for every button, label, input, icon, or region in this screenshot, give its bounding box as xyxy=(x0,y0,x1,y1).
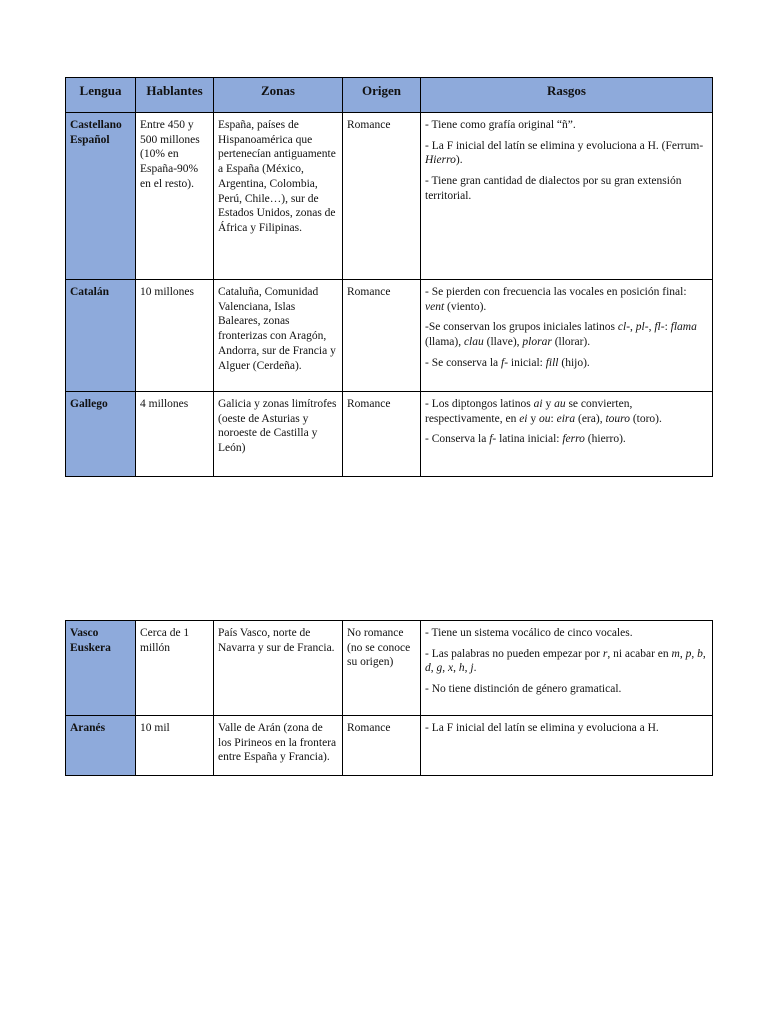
rasgo-italic-term: f- xyxy=(489,433,497,446)
rasgo-text: , xyxy=(430,662,437,675)
hablantes-cell: 4 millones xyxy=(136,392,214,477)
hablantes-cell: Entre 450 y 500 millones (10% en España-90% en el resto). xyxy=(136,113,214,280)
origen-cell: Romance xyxy=(343,280,421,392)
zonas-cell: Valle de Arán (zona de los Pirineos en la frontera entre España y Francia). xyxy=(214,716,343,776)
rasgo-item xyxy=(425,626,708,641)
header-hablantes: Hablantes xyxy=(136,78,214,113)
table-row xyxy=(66,716,713,776)
rasgo-text: (era), xyxy=(575,412,606,425)
rasgo-italic-term: ferro xyxy=(562,433,585,446)
rasgo-italic-term: plorar xyxy=(522,336,552,349)
origen-cell: Romance xyxy=(343,716,421,776)
header-origen: Origen xyxy=(343,78,421,113)
rasgo-item xyxy=(425,356,708,371)
rasgos-cell xyxy=(421,716,713,776)
rasgo-italic-term: fl- xyxy=(654,321,665,334)
table-body xyxy=(66,113,713,477)
rasgo-text: : xyxy=(550,412,557,425)
lengua-name: Aranés xyxy=(70,722,106,734)
rasgo-text: y xyxy=(542,398,555,410)
rasgo-text: - Conserva la xyxy=(425,433,490,446)
rasgo-text: (llave), xyxy=(483,336,523,349)
origen-cell: No romance (no se conoce su origen) xyxy=(343,621,421,716)
rasgo-text: se convierten, respectivamente, en xyxy=(425,398,633,425)
rasgo-text: , ni acabar en xyxy=(607,647,672,660)
lengua-cell xyxy=(66,621,136,716)
rasgo-italic-term: ai xyxy=(533,398,543,410)
rasgo-italic-term: d xyxy=(425,662,431,675)
rasgos-cell xyxy=(421,113,713,280)
zonas-cell: España, países de Hispanoamérica que pertenecían antiguamente a España (México, Argentina, Colombia, Perú, Chile…), sur de Estados Unidos, zonas de África y Filipinas. xyxy=(214,113,343,280)
rasgo-text: - Los diptongos latinos xyxy=(425,398,534,410)
lengua-cell xyxy=(66,716,136,776)
rasgo-text: (llama), xyxy=(425,336,464,349)
rasgo-italic-term: h xyxy=(458,662,465,675)
rasgo-italic-term: b xyxy=(697,647,703,660)
rasgo-text: , xyxy=(464,662,471,675)
lengua-name: Castellano xyxy=(70,119,122,131)
rasgo-italic-term: flama xyxy=(670,321,697,334)
lengua-cell xyxy=(66,280,136,392)
rasgo-text: . xyxy=(473,662,477,675)
rasgo-italic-term: j xyxy=(470,662,474,675)
rasgo-italic-term: cl- xyxy=(617,321,631,334)
rasgo-italic-term: p xyxy=(685,647,692,660)
rasgo-text: inicial: xyxy=(508,356,546,369)
rasgo-text: - La F inicial del latín se elimina y evoluciona a H. xyxy=(425,722,659,734)
lengua-name: Gallego xyxy=(70,398,108,410)
rasgo-item xyxy=(425,397,708,426)
origen-cell: Romance xyxy=(343,113,421,280)
rasgo-text: - Tiene gran cantidad de dialectos por su gran extensión territorial. xyxy=(425,175,682,202)
rasgo-italic-term: fill xyxy=(545,356,559,369)
rasgo-italic-term: eira xyxy=(556,412,576,425)
rasgo-text: - Se pierden con frecuencia las vocales en posición final: xyxy=(425,286,687,298)
languages-table-2 xyxy=(65,620,713,776)
rasgo-text: - Tiene como grafía original “ñ”. xyxy=(425,119,576,131)
rasgo-italic-term: Hierro xyxy=(425,154,456,167)
rasgo-text: - No tiene distinción de género gramatical. xyxy=(425,683,622,696)
table-body xyxy=(66,621,713,776)
rasgo-text: , xyxy=(630,321,636,334)
rasgo-item xyxy=(425,174,708,203)
table-row xyxy=(66,280,713,392)
rasgos-cell xyxy=(421,392,713,477)
rasgo-text: (toro). xyxy=(629,412,662,425)
lengua-name: Euskera xyxy=(70,641,111,654)
languages-table-1 xyxy=(65,77,713,477)
rasgo-text: (llorar). xyxy=(551,336,591,349)
rasgo-item xyxy=(425,682,708,697)
rasgo-item xyxy=(425,432,708,447)
lengua-name: Catalán xyxy=(70,286,109,298)
rasgo-italic-term: ei xyxy=(519,412,528,425)
table-row xyxy=(66,392,713,477)
hablantes-cell: 10 millones xyxy=(136,280,214,392)
rasgo-text: (viento). xyxy=(444,300,487,313)
header-row xyxy=(66,78,713,113)
lengua-name: Español xyxy=(70,133,110,146)
rasgos-cell xyxy=(421,621,713,716)
zonas-cell: Cataluña, Comunidad Valenciana, Islas Baleares, zonas fronterizas con Aragón, Andorra, sur de Francia y Alguer (Cerdeña). xyxy=(214,280,343,392)
rasgo-text: : xyxy=(664,321,671,334)
rasgo-text: latina inicial: xyxy=(496,433,563,446)
rasgo-item xyxy=(425,647,708,676)
rasgo-text: , xyxy=(702,647,706,660)
zonas-cell: País Vasco, norte de Navarra y sur de Francia. xyxy=(214,621,343,716)
rasgo-italic-term: m xyxy=(671,647,680,660)
rasgo-text: - Se conserva la xyxy=(425,356,501,369)
table-row xyxy=(66,113,713,280)
rasgo-text: , xyxy=(442,662,448,675)
header-zonas: Zonas xyxy=(214,78,343,113)
rasgo-italic-term: au xyxy=(554,398,566,410)
rasgo-text: - Tiene un sistema vocálico de cinco vocales. xyxy=(425,627,633,639)
rasgo-italic-term: ou xyxy=(539,412,551,425)
rasgo-text: y xyxy=(527,412,540,425)
rasgo-text: - Las palabras no pueden empezar por xyxy=(425,647,603,660)
header-lengua: Lengua xyxy=(66,78,136,113)
rasgo-text: , xyxy=(453,662,459,675)
rasgo-italic-term: clau xyxy=(463,336,484,349)
lengua-name: Vasco xyxy=(70,627,99,639)
rasgo-item xyxy=(425,285,708,314)
header-rasgos: Rasgos xyxy=(421,78,713,113)
rasgo-item xyxy=(425,320,708,349)
hablantes-cell: 10 mil xyxy=(136,716,214,776)
lengua-cell xyxy=(66,113,136,280)
rasgo-italic-term: r xyxy=(602,647,608,660)
rasgo-text: , xyxy=(648,321,655,334)
zonas-cell: Galicia y zonas limítrofes (oeste de Asturias y noroeste de Castilla y León) xyxy=(214,392,343,477)
rasgo-text: , xyxy=(691,647,698,660)
rasgo-text: -Se conservan los grupos iniciales latinos xyxy=(425,321,618,334)
rasgo-italic-term: vent xyxy=(425,300,445,313)
rasgo-italic-term: touro xyxy=(605,412,630,425)
rasgos-cell xyxy=(421,280,713,392)
table-row xyxy=(66,621,713,716)
rasgo-text: (hierro). xyxy=(584,433,626,446)
origen-cell: Romance xyxy=(343,392,421,477)
rasgo-item xyxy=(425,118,708,133)
rasgo-text: ). xyxy=(455,154,463,167)
rasgo-italic-term: pl- xyxy=(635,321,649,334)
rasgo-text: , xyxy=(679,647,686,660)
lengua-cell xyxy=(66,392,136,477)
rasgo-italic-term: g xyxy=(436,662,443,675)
rasgo-italic-term: f- xyxy=(501,356,509,369)
rasgo-text: - La F inicial del latín se elimina y evoluciona a H. (Ferrum- xyxy=(425,139,704,152)
rasgo-item xyxy=(425,139,708,168)
rasgo-text: (hijo). xyxy=(558,356,590,369)
rasgo-item xyxy=(425,721,708,736)
rasgo-italic-term: x xyxy=(448,662,454,675)
hablantes-cell: Cerca de 1 millón xyxy=(136,621,214,716)
